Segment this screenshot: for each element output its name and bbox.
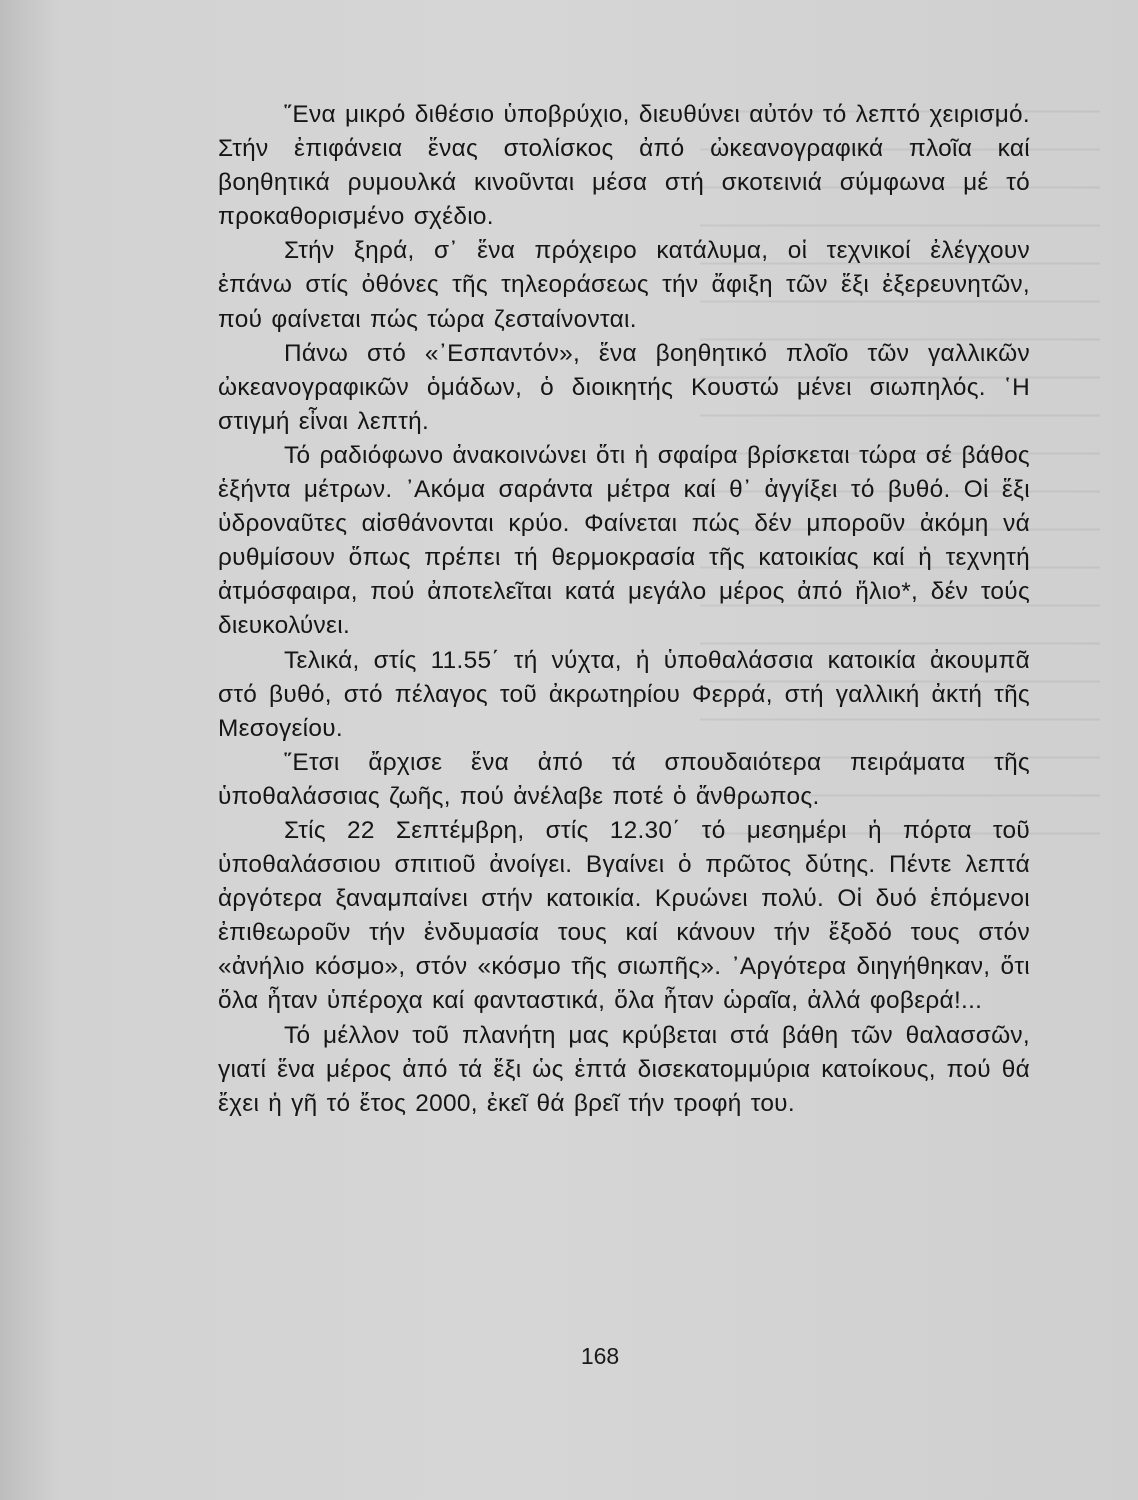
paragraph: Πάνω στό «᾿Εσπαντόν», ἕνα βοηθητικό πλοῖο τῶν γαλλικῶν ὠκεανογραφικῶν ὁμάδων, ὁ διοικητής Κουστώ μένει σιωπηλός. ῾Η στιγμή εἶναι λεπτή. [218,339,1030,435]
paragraph: Τό μέλλον τοῦ πλανήτη μας κρύβεται στά βάθη τῶν θαλασσῶν, γιατί ἕνα μέρος ἀπό τά ἕξι ὡς ἑπτά δισεκατομμύρια κατοίκους, πού θά ἔχει ἡ γῆ τό ἔτος 2000, ἐκεῖ θά βρεῖ τήν τροφή του. [218,1021,1030,1117]
page-number: 168 [580,1343,620,1369]
paragraph: ῞Ενα μικρό διθέσιο ὑποβρύχιο, διευθύνει αὐτόν τό λεπτό χειρισμό. Στήν ἐπιφάνεια ἕνας στολίσκος ἀπό ὠκεανογραφικά πλοῖα καί βοηθητικά ρυμουλκά κινοῦνται μέσα στή σκοτεινιά σύμφωνα μέ τό προκαθορισμένο σχέδιο. [218,101,1030,231]
paragraph: Στήν ξηρά, σ᾽ ἕνα πρόχειρο κατάλυμα, οἱ τεχνικοί ἐλέγχουν ἐπάνω στίς ὀθόνες τῆς τηλεοράσεως τήν ἄφιξη τῶν ἕξι ἐξερευνητῶν, πού φαίνεται πώς τώρα ζεσταίνονται. [218,237,1030,333]
paragraph: ῞Ετσι ἄρχισε ἕνα ἀπό τά σπουδαιότερα πειράματα τῆς ὑποθαλάσσιας ζωῆς, πού ἀνέλαβε ποτέ ὁ ἄνθρωπος. [218,748,1030,810]
paragraph: Στίς 22 Σεπτέμβρη, στίς 12.30΄ τό μεσημέρι ἡ πόρτα τοῦ ὑποθαλάσσιου σπιτιοῦ ἀνοίγει. Βγαίνει ὁ πρῶτος δύτης. Πέντε λεπτά ἀργότερα ξαναμπαίνει στήν κατοικία. Κρυώνει πολύ. Οἱ δυό ἑπόμενοι ἐπιθεωροῦν τήν ἐνδυμασία τους καί κάνουν τήν ἔξοδό τους στόν «ἀνήλιο κόσμο», στόν «κόσμο τῆς σιωπῆς». ᾿Αργότερα διηγήθηκαν, ὅτι ὅλα ἦταν ὑπέροχα καί φανταστικά, ὅλα ἦταν ὡραῖα, ἀλλά φοβερά!... [218,816,1030,1015]
paragraph: Τό ραδιόφωνο ἀνακοινώνει ὅτι ἡ σφαίρα βρίσκεται τώρα σέ βάθος ἑξήντα μέτρων. ᾿Ακόμα σαράντα μέτρα καί θ᾽ ἀγγίξει τό βυθό. Οἱ ἕξι ὑδροναῦτες αἰσθάνονται κρύο. Φαίνεται πώς δέν μποροῦν ἀκόμη νά ρυθμίσουν ὅπως πρέπει τή θερμοκρασία τῆς κατοικίας καί ἡ τεχνητή ἀτμόσφαιρα, πού ἀποτελεῖται κατά μεγάλο μέρος ἀπό ἥλιο*, δέν τούς διευκολύνει. [218,441,1030,640]
paragraph: Τελικά, στίς 11.55΄ τή νύχτα, ἡ ὑποθαλάσσια κατοικία ἀκουμπᾶ στό βυθό, στό πέλαγος τοῦ ἀκρωτηρίου Φερρά, στή γαλλική ἀκτή τῆς Μεσογείου. [218,646,1030,742]
body-text [218,98,1030,1121]
